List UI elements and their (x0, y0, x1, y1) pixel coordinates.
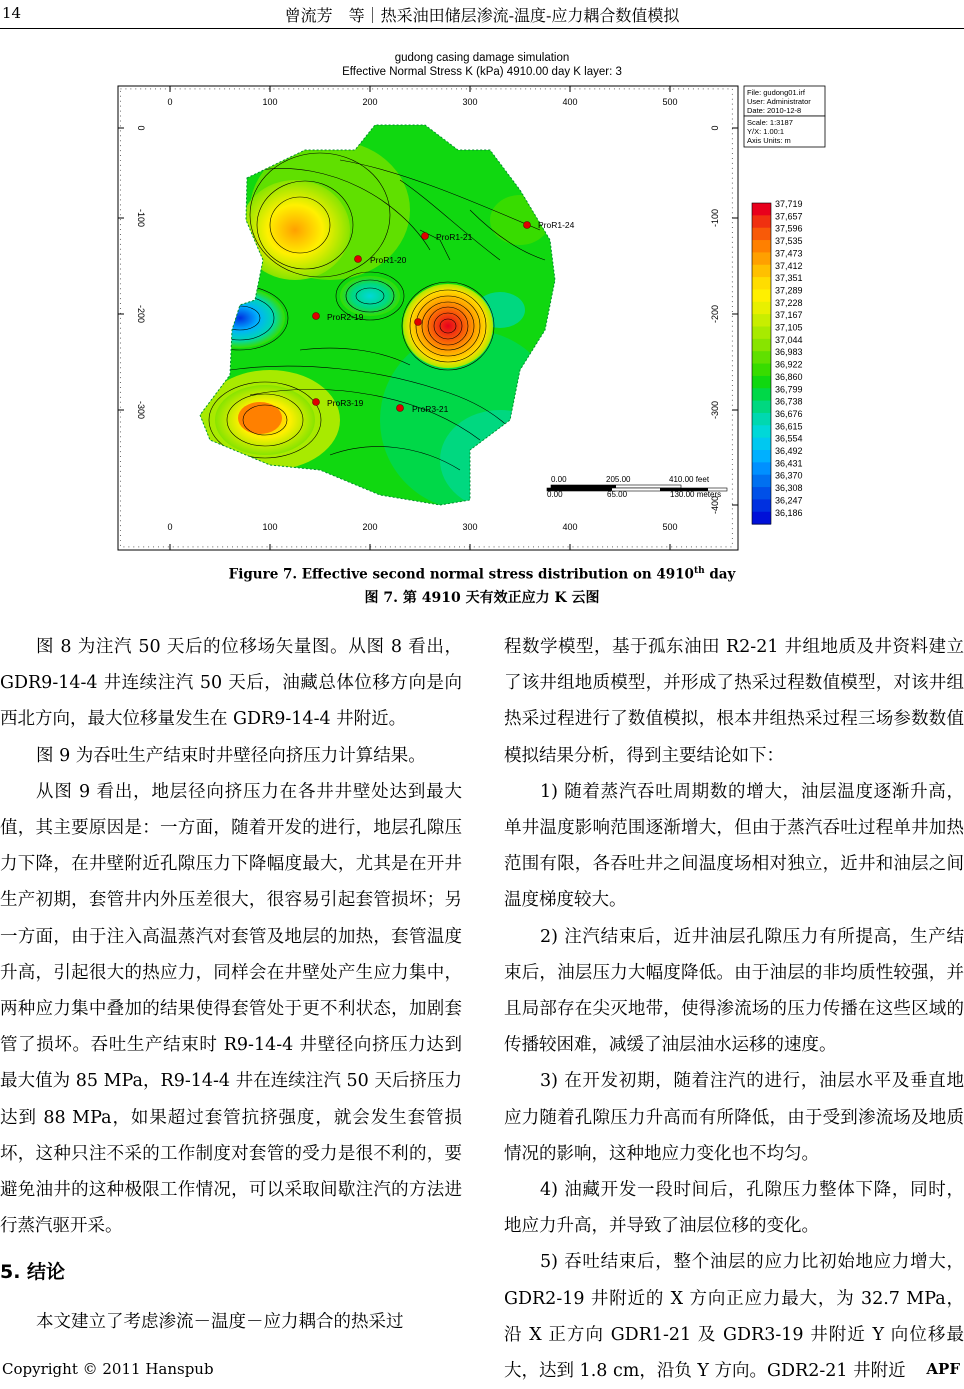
legend-swatch (752, 265, 771, 278)
legend-swatch (752, 327, 771, 340)
legend-label: 36,676 (775, 408, 803, 419)
paragraph: 从图 9 看出，地层径向挤压力在各井井壁处达到最大值，其主要原因是：一方面，随着开发的进行，地层孔隙压力下降，在井壁附近孔隙压力下降幅度最大，尤其是在开井生产初期，套管井内外压差很大，很容易引起套管损坏；另一方面，由于注入高温蒸汽对套管及地层的加热，套管温度升高，引起很大的热应力，同样会在井壁处产生应力集中，两种应力集中叠加的结果使得套管处于更不利状态，加剧套管了损坏。吞吐生产结束时 R9-14-4 井壁径向挤压力达到最大值为 85 MPa，R9-14-4 井在连续注汽 50 天后挤压力达到 88 MPa，如果超过套管抗挤强度，就会发生套管损坏，这种只注不采的工作制度对套管的受力是很不利的，要避免油井的这种极限工作情况，可以采取间歇注汽的方法进行蒸汽驱开采。 (0, 781, 462, 1237)
x-tick-bottom: 200 (362, 522, 378, 532)
legend-label: 36,922 (775, 359, 803, 370)
x-tick-top: 500 (662, 97, 678, 107)
x-tick-top: 200 (362, 97, 378, 107)
legend-label: 36,615 (775, 421, 803, 432)
legend-swatch (752, 351, 771, 364)
legend-swatch (752, 314, 771, 327)
svg-text:0.00: 0.00 (551, 475, 567, 484)
legend-swatch (752, 302, 771, 315)
svg-text:205.00: 205.00 (606, 475, 631, 484)
legend-swatch (752, 401, 771, 414)
color-legend (752, 199, 803, 525)
paragraph: 4) 油藏开发一段时间后，孔隙压力整体下降，同时，地应力升高，并导致了油层位移的变化。 (504, 1180, 964, 1237)
legend-swatch (752, 240, 771, 253)
running-title: 曾流芳 等｜热采油田储层渗流-温度-应力耦合数值模拟 (284, 6, 680, 25)
svg-text:Y/X: 1.00:1: Y/X: 1.00:1 (747, 127, 785, 136)
legend-swatch (752, 499, 771, 512)
y-tick-right: -400 (710, 495, 720, 515)
svg-text:ProR3-19: ProR3-19 (327, 398, 364, 408)
legend-swatch (752, 475, 771, 488)
figure-caption-zh: 图 7. 第 4910 天有效正应力 K 云图 (364, 590, 600, 606)
footer-copyright: Copyright © 2011 Hanspub (2, 1360, 214, 1378)
legend-label: 37,044 (775, 334, 803, 345)
paragraph: 5) 吞吐结束后，整个油层的应力比初始地应力增大，GDR2-19 井附近的 X 方向正应力最大，为 32.7 MPa，沿 X 正方向 GDR1-21 及 GDR3-19 井附近 Y 向位移最大，达到 1.8 cm，沿负 Y 方向。GDR2-21 井附近 (504, 1252, 964, 1382)
y-tick-right: -100 (710, 208, 720, 228)
x-tick-top: 400 (562, 97, 578, 107)
y-tick-left: -200 (136, 304, 146, 324)
x-tick-top: 100 (262, 97, 278, 107)
legend-label: 37,351 (775, 273, 803, 284)
svg-text:ProR1-21: ProR1-21 (436, 232, 473, 242)
legend-label: 36,370 (775, 470, 803, 481)
legend-label: 36,308 (775, 483, 803, 494)
legend-swatch (752, 388, 771, 401)
y-tick-right: -200 (710, 304, 720, 324)
page-number: 14 (2, 4, 22, 22)
left-column (0, 629, 462, 1341)
x-tick-bottom: 400 (562, 522, 578, 532)
legend-swatch (752, 512, 771, 525)
legend-label: 37,105 (775, 322, 803, 333)
legend-swatch (752, 228, 771, 241)
legend-label: 36,492 (775, 446, 803, 456)
legend-label: 36,983 (775, 347, 803, 358)
footer-journal: APF (926, 1360, 960, 1378)
legend-swatch (752, 364, 771, 377)
section-heading: 5. 结论 (0, 1261, 66, 1284)
legend-swatch (752, 339, 771, 352)
legend-label: 36,554 (775, 433, 803, 444)
legend-swatch (752, 203, 771, 216)
svg-text:File: gudong01.irf: File: gudong01.irf (747, 88, 805, 97)
x-tick-bottom: 100 (262, 522, 278, 532)
info-box (744, 86, 825, 147)
x-tick-bottom: 500 (662, 522, 678, 532)
y-tick-left: 0 (136, 125, 146, 131)
legend-swatch (752, 277, 771, 290)
paragraph: 3) 在开发初期，随着注汽的进行，油层水平及垂直地应力随着孔隙压力升高而有所降低，由于受到渗流场及地质情况的影响，这种地应力变化也不均匀。 (504, 1071, 964, 1164)
well-marker (415, 319, 422, 326)
svg-text:Scale: 1:3187: Scale: 1:3187 (747, 118, 793, 127)
x-tick-top: 0 (167, 97, 173, 107)
legend-swatch (752, 438, 771, 451)
plot-subtitle: Effective Normal Stress K (kPa) 4910.00 day K layer: 3 (342, 66, 622, 78)
svg-text:0.00: 0.00 (547, 490, 563, 499)
x-tick-bottom: 300 (462, 522, 478, 532)
legend-label: 37,412 (775, 260, 803, 271)
legend-swatch (752, 450, 771, 463)
svg-text:Axis Units: m: Axis Units: m (747, 136, 791, 145)
paragraph: 2) 注汽结束后，近井油层孔隙压力有所提高，生产结束后，油层压力大幅度降低。由于油层的非均质性较强，并且局部存在尖灭地带，使得渗流场的压力传播在这些区域的传播较困难，减缓了油层油水运移的速度。 (504, 926, 964, 1056)
paragraph: 程数学模型，基于孤东油田 R2-21 井组地质及井资料建立了该井组地质模型，并形成了热采过程数值模型，对该井组热采过程进行了数值模拟，根本井组热采过程三场参数数值模拟结果分析，得到主要结论如下： (504, 637, 964, 766)
legend-label: 37,473 (775, 248, 803, 259)
legend-swatch (752, 289, 771, 302)
legend-label: 36,799 (775, 384, 803, 395)
legend-swatch (752, 425, 771, 438)
legend-swatch (752, 252, 771, 265)
contour-figure (0, 0, 964, 560)
legend-label: 37,535 (775, 236, 803, 247)
paragraph: 本文建立了考虑渗流－温度－应力耦合的热采过 (36, 1312, 404, 1333)
svg-text:ProR3-21: ProR3-21 (412, 404, 449, 414)
paragraph: 图 8 为注汽 50 天后的位移场矢量图。从图 8 看出，GDR9-14-4 井连续注汽 50 天后，油藏总体位移方向是向西北方向，最大位移量发生在 GDR9-14-4 井附近。 (0, 637, 462, 730)
legend-swatch (752, 487, 771, 500)
paragraph: 图 9 为吞吐生产结束时井壁径向挤压力计算结果。 (36, 745, 426, 766)
legend-label: 37,657 (775, 211, 803, 222)
svg-text:ProR1-24: ProR1-24 (538, 220, 575, 230)
legend-label: 37,719 (775, 199, 803, 209)
legend-label: 37,289 (775, 285, 803, 296)
legend-swatch (752, 462, 771, 475)
x-tick-top: 300 (462, 97, 478, 107)
legend-label: 36,247 (775, 495, 803, 506)
legend-label: 37,228 (775, 297, 803, 308)
legend-label: 36,738 (775, 396, 803, 407)
legend-label: 36,431 (775, 458, 803, 469)
figure-caption-en: Figure 7. Effective second normal stress distribution on 4910th day (228, 566, 736, 583)
legend-swatch (752, 376, 771, 389)
right-column (504, 629, 964, 1389)
svg-text:65.00: 65.00 (607, 490, 628, 499)
paragraph: 1) 随着蒸汽吞吐周期数的增大，油层温度逐渐升高，单井温度影响范围逐渐增大，但由于蒸汽吞吐过程单井加热范围有限，各吞吐井之间温度场相对独立，近井和油层之间温度梯度较大。 (504, 781, 964, 911)
y-tick-left: -300 (136, 400, 146, 420)
svg-text:ProR1-20: ProR1-20 (370, 255, 407, 265)
svg-text:Date: 2010-12-8: Date: 2010-12-8 (747, 106, 802, 115)
svg-text:ProR2-19: ProR2-19 (327, 312, 364, 322)
svg-text:130.00 meters: 130.00 meters (670, 490, 722, 499)
legend-label: 37,596 (775, 223, 803, 234)
legend-label: 36,186 (775, 507, 803, 518)
svg-text:User: Administrator: User: Administrator (747, 97, 811, 106)
legend-label: 36,860 (775, 371, 803, 382)
plot-title: gudong casing damage simulation (394, 52, 570, 64)
y-tick-right: 0 (710, 125, 720, 131)
legend-label: 37,167 (775, 310, 803, 321)
scale-bar (547, 475, 727, 499)
contour-field (190, 120, 570, 520)
legend-swatch (752, 413, 771, 426)
y-tick-left: -100 (136, 208, 146, 228)
svg-text:410.00 feet: 410.00 feet (669, 475, 710, 484)
y-tick-right: -300 (710, 400, 720, 420)
legend-swatch (752, 215, 771, 228)
x-tick-bottom: 0 (167, 522, 173, 532)
